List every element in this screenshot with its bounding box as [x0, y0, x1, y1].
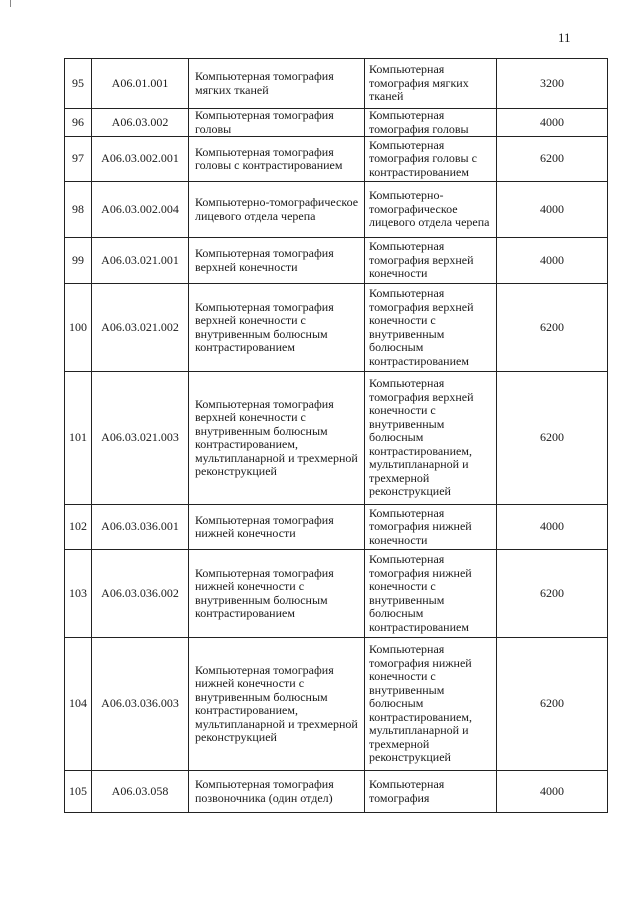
table-row [65, 238, 608, 284]
service-price: 4000 [497, 505, 608, 550]
service-name: Компьютерная томография мягких тканей [189, 59, 365, 109]
table-row [65, 137, 608, 182]
service-name: Компьютерно-томографическое лицевого отдела черепа [189, 182, 365, 238]
service-name-alt: Компьютерная томография мягких тканей [365, 59, 497, 109]
services-price-table [64, 58, 608, 813]
service-price: 4000 [497, 238, 608, 284]
service-name-alt: Компьютерная томография нижней конечности с внутривенным болюсным контрастированием, мультипланарной и трехмерной реконструкцией [365, 638, 497, 771]
row-number: 104 [65, 638, 92, 771]
service-price: 3200 [497, 59, 608, 109]
service-code: A06.03.002.001 [92, 137, 189, 182]
service-code: A06.03.021.003 [92, 372, 189, 505]
service-name: Компьютерная томография позвоночника (один отдел) [189, 771, 365, 813]
table-row [65, 59, 608, 109]
service-name-alt: Компьютерная томография верхней конечности с внутривенным болюсным контрастированием [365, 284, 497, 372]
service-code: A06.01.001 [92, 59, 189, 109]
service-name-alt: Компьютерная томография [365, 771, 497, 813]
service-price: 6200 [497, 284, 608, 372]
row-number: 101 [65, 372, 92, 505]
service-code: A06.03.021.002 [92, 284, 189, 372]
service-price: 6200 [497, 372, 608, 505]
service-name-alt: Компьютерно-томографическое лицевого отдела черепа [365, 182, 497, 238]
table-row [65, 505, 608, 550]
service-name: Компьютерная томография верхней конечности с внутривенным болюсным контрастированием [189, 284, 365, 372]
row-number: 95 [65, 59, 92, 109]
row-number: 105 [65, 771, 92, 813]
row-number: 98 [65, 182, 92, 238]
service-name-alt: Компьютерная томография верхней конечности [365, 238, 497, 284]
page-number: 11 [558, 30, 571, 45]
service-name: Компьютерная томография нижней конечности с внутривенным болюсным контрастированием, мультипланарной и трехмерной реконструкцией [189, 638, 365, 771]
service-name-alt: Компьютерная томография нижней конечности [365, 505, 497, 550]
table-row [65, 638, 608, 771]
service-code: A06.03.002.004 [92, 182, 189, 238]
scan-corner-mark [10, 0, 11, 7]
service-name: Компьютерная томография головы [189, 109, 365, 137]
service-code: A06.03.021.001 [92, 238, 189, 284]
row-number: 103 [65, 550, 92, 638]
row-number: 96 [65, 109, 92, 137]
table-row [65, 182, 608, 238]
service-name: Компьютерная томография верхней конечности [189, 238, 365, 284]
row-number: 99 [65, 238, 92, 284]
service-name-alt: Компьютерная томография головы с контрастированием [365, 137, 497, 182]
table-row [65, 284, 608, 372]
service-price: 4000 [497, 182, 608, 238]
service-price: 6200 [497, 638, 608, 771]
table-row [65, 109, 608, 137]
service-code: A06.03.036.001 [92, 505, 189, 550]
service-price: 6200 [497, 137, 608, 182]
row-number: 102 [65, 505, 92, 550]
service-name: Компьютерная томография нижней конечности [189, 505, 365, 550]
service-code: A06.03.058 [92, 771, 189, 813]
table-row [65, 550, 608, 638]
service-price: 4000 [497, 771, 608, 813]
service-name-alt: Компьютерная томография головы [365, 109, 497, 137]
table-row [65, 771, 608, 813]
row-number: 97 [65, 137, 92, 182]
table-body [65, 59, 608, 813]
service-code: A06.03.002 [92, 109, 189, 137]
service-name: Компьютерная томография верхней конечности с внутривенным болюсным контрастированием, мультипланарной и трехмерной реконструкцией [189, 372, 365, 505]
service-name-alt: Компьютерная томография верхней конечности с внутривенным болюсным контрастированием, мультипланарной и трехмерной реконструкцией [365, 372, 497, 505]
row-number: 100 [65, 284, 92, 372]
service-code: A06.03.036.003 [92, 638, 189, 771]
service-price: 6200 [497, 550, 608, 638]
table-row [65, 372, 608, 505]
service-name: Компьютерная томография головы с контрастированием [189, 137, 365, 182]
service-name-alt: Компьютерная томография нижней конечности с внутривенным болюсным контрастированием [365, 550, 497, 638]
service-name: Компьютерная томография нижней конечности с внутривенным болюсным контрастированием [189, 550, 365, 638]
service-code: A06.03.036.002 [92, 550, 189, 638]
service-price: 4000 [497, 109, 608, 137]
